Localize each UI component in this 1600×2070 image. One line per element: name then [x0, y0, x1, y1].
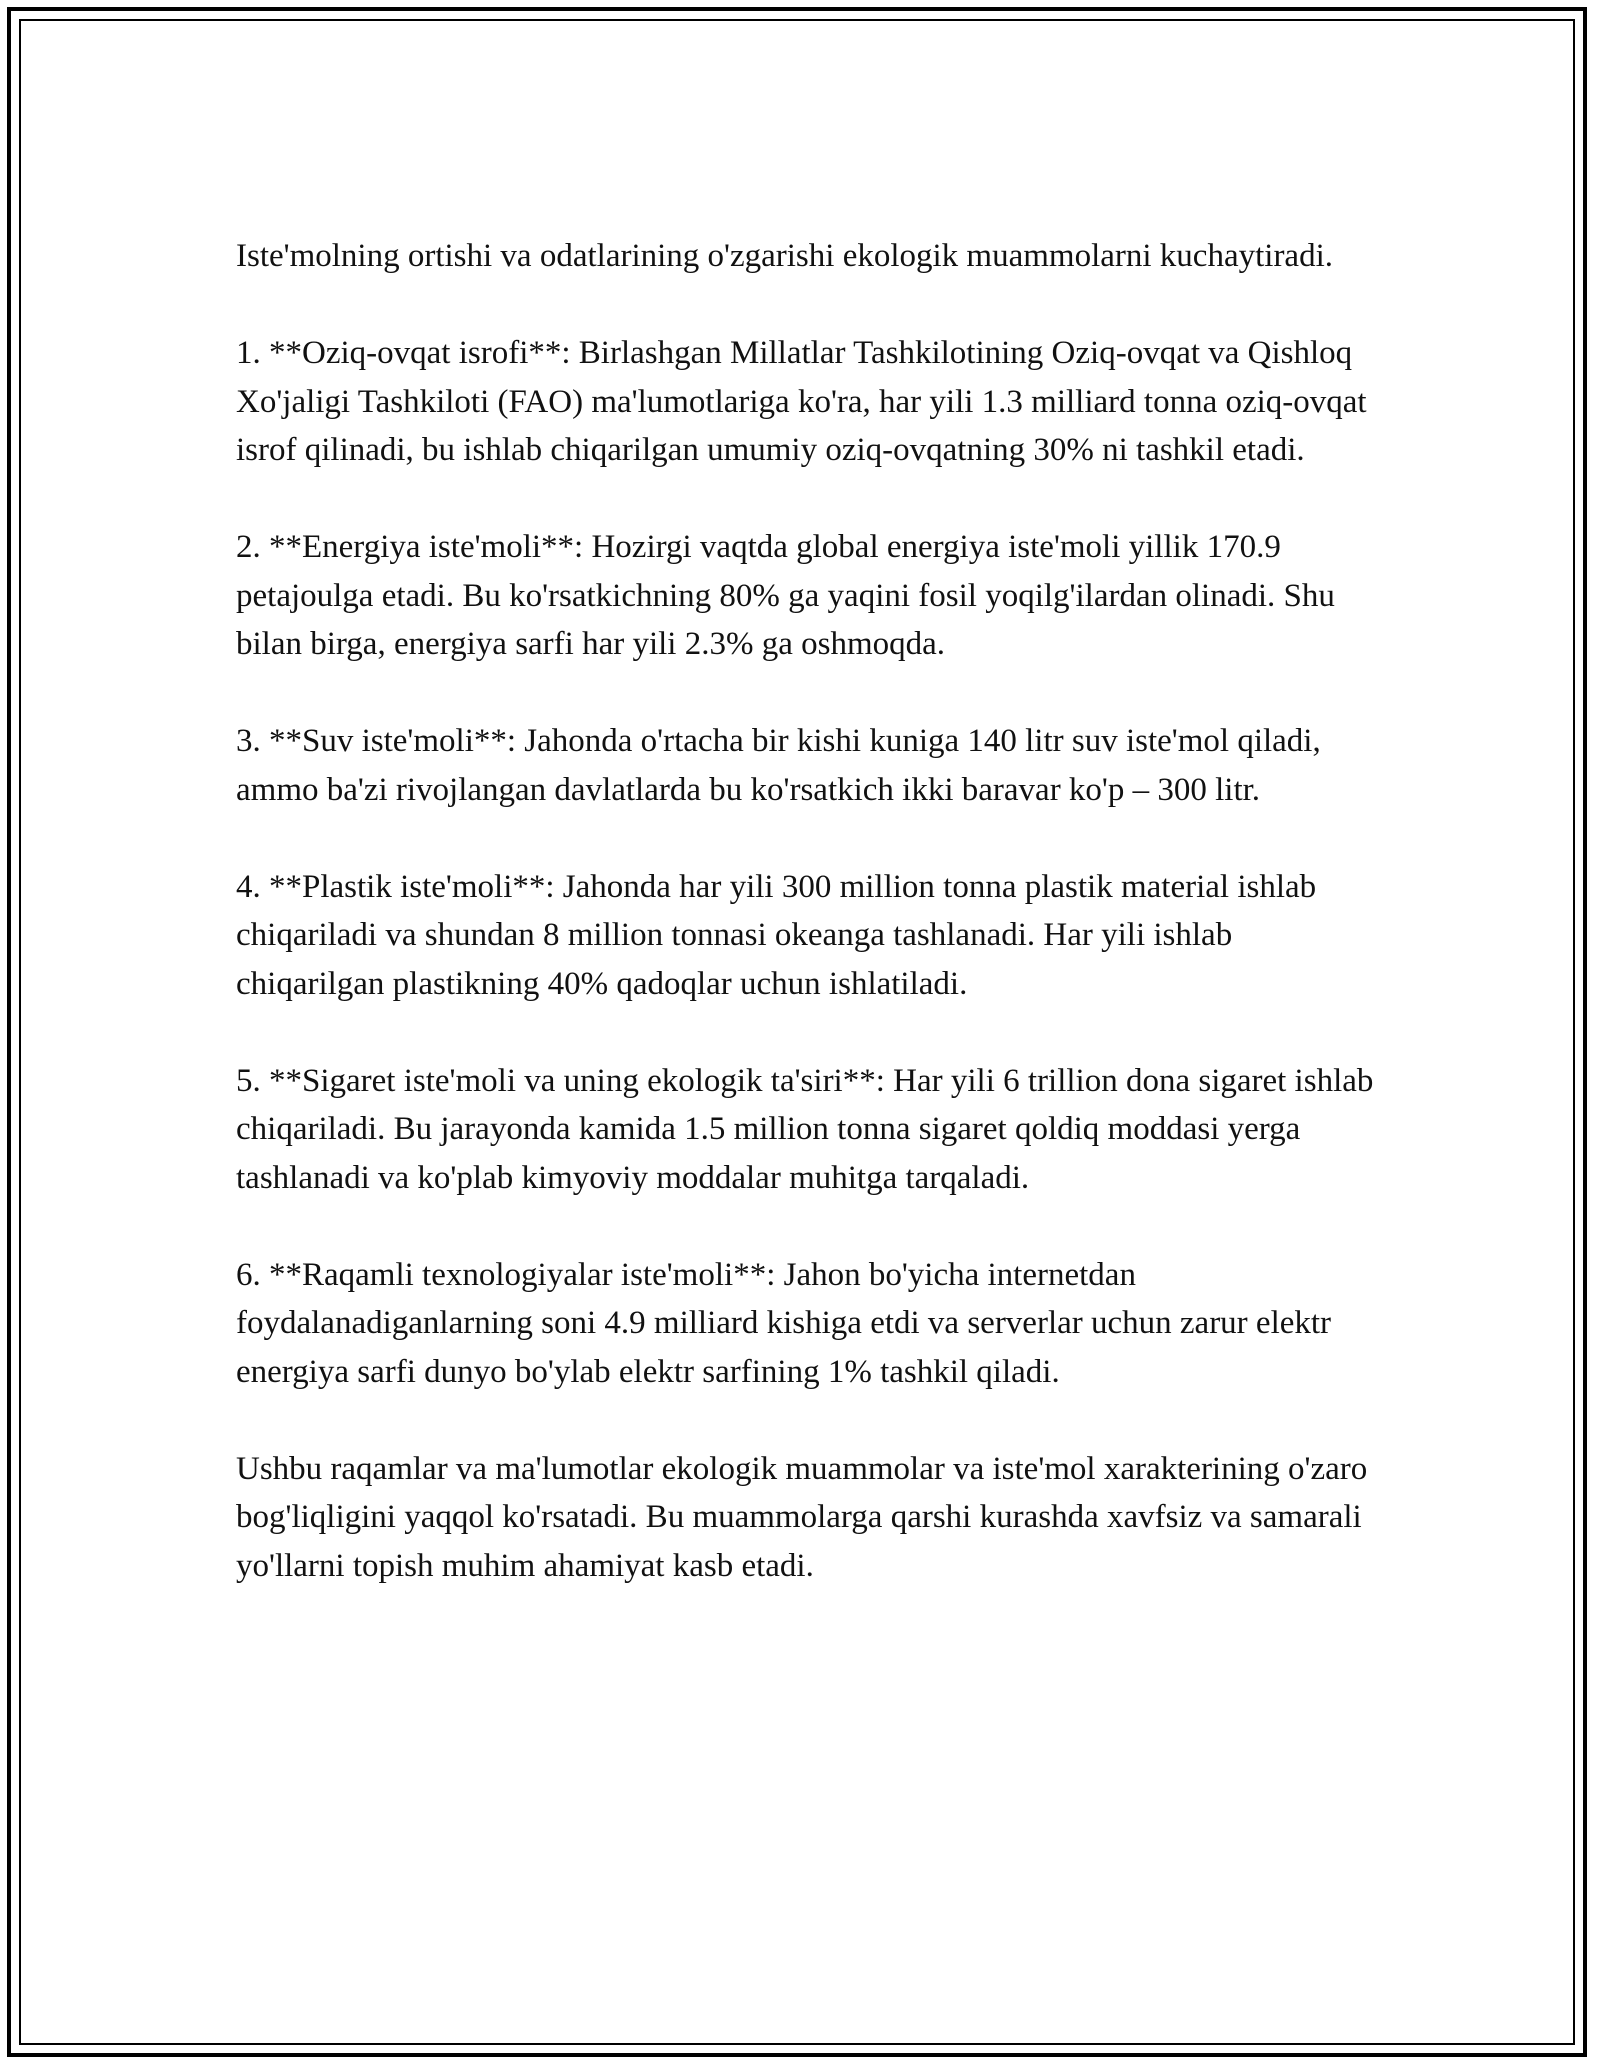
list-item-water: 3. **Suv iste'moli**: Jahonda o'rtacha bir kishi kuniga 140 litr suv iste'mol qiladi, ammo ba'zi rivojlangan davlatlarda bu ko'rsatkich ikki baravar ko'p – 300 litr.: [236, 723, 1321, 808]
list-item-cigarettes: 5. **Sigaret iste'moli va uning ekologik ta'siri**: Har yili 6 trillion dona sigaret ishlab chiqariladi. Bu jarayonda kamida 1.5 million tonna sigaret qoldiq moddasi yerga tashlanadi va ko'plab kimyoviy moddalar muhitga tarqaladi.: [236, 1062, 1374, 1196]
list-item-plastic: 4. **Plastik iste'moli**: Jahonda har yili 300 million tonna plastik material ishlab chiqariladi va shundan 8 million tonnasi okeanga tashlanadi. Har yili ishlab chiqarilgan plastikning 40% qadoqlar uchun ishlatiladi.: [236, 868, 1317, 1002]
list-item-energy: 2. **Energiya iste'moli**: Hozirgi vaqtda global energiya iste'moli yillik 170.9 petajoulga etadi. Bu ko'rsatkichning 80% ga yaqini fosil yoqilg'ilardan olinadi. Shu bilan birga, energiya sarfi har yili 2.3% ga oshmoqda.: [236, 529, 1335, 662]
list-item-food-waste: 1. **Oziq-ovqat isrofi**: Birlashgan Millatlar Tashkilotining Oziq-ovqat va Qishloq Xo'jaligi Tashkiloti (FAO) ma'lumotlariga ko'ra, har yili 1.3 milliard tonna oziq-ovqat isrof qilinadi, bu ishlab chiqarilgan umumiy oziq-ovqatning 30% ni tashkil etadi.: [236, 335, 1367, 468]
document-body: [236, 232, 1386, 1639]
intro-paragraph: Iste'molning ortishi va odatlarining o'zgarishi ekologik muammolarni kuchaytiradi.: [236, 238, 1333, 274]
conclusion-paragraph: Ushbu raqamlar va ma'lumotlar ekologik muammolar va iste'mol xarakterining o'zaro bog'liqligini yaqqol ko'rsatadi. Bu muammolarga qarshi kurashda xavfsiz va samarali yo'llarni topish muhim ahamiyat kasb etadi.: [236, 1450, 1368, 1584]
list-item-digital-tech: 6. **Raqamli texnologiyalar iste'moli**: Jahon bo'yicha internetdan foydalanadiganlarning soni 4.9 milliard kishiga etdi va serverlar uchun zarur elektr energiya sarfi dunyo bo'ylab elektr sarfining 1% tashkil qiladi.: [236, 1256, 1332, 1390]
